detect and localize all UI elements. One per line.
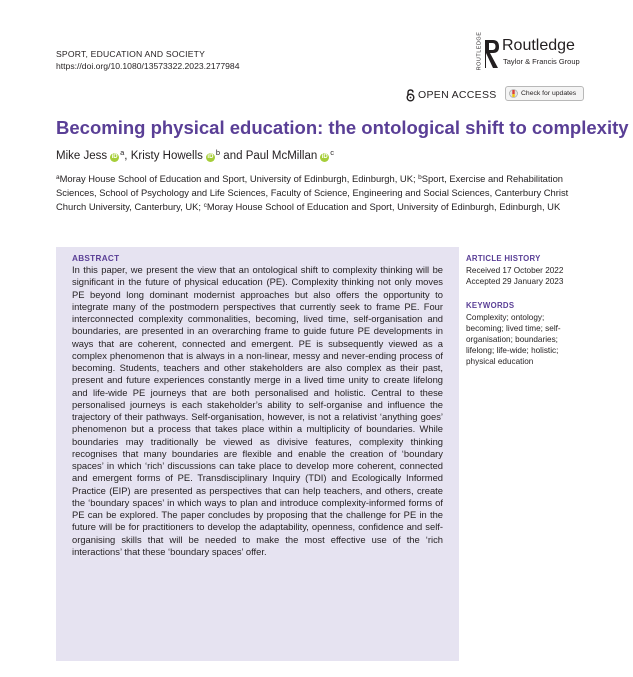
accepted-date: Accepted 29 January 2023 <box>466 277 564 286</box>
open-access-label: OPEN ACCESS <box>406 88 497 102</box>
author-separator: , <box>124 150 128 162</box>
publisher-name: Routledge <box>502 37 575 54</box>
author-affil-mark: b <box>215 148 221 157</box>
affil-text: Sport, Exercise and Rehabilitation Sciences, School of Psychology and Life Sciences, Faculty of Science, Engineering and Social Sciences, Canterbury Christ Church University, Canterbury, UK; <box>56 173 569 213</box>
publisher-subtitle: Taylor & Francis Group <box>503 57 580 66</box>
orcid-icon[interactable]: iD <box>111 154 118 160</box>
author-and: and <box>223 150 243 162</box>
check-updates-label: Check for updates <box>521 90 577 97</box>
author-affil-mark: a <box>120 148 125 157</box>
orcid-icon[interactable]: iD <box>321 154 328 160</box>
author-name: Mike Jess <box>56 150 108 162</box>
affil-mark: a <box>56 174 60 181</box>
affil-mark: b <box>418 174 422 181</box>
keywords-text: Complexity; ontology; becoming; lived time; self-organisation; boundaries; lifelong; life-wide; holistic; physical education <box>466 313 561 366</box>
check-updates-button[interactable] <box>505 86 584 101</box>
author-name: Paul McMillan <box>245 150 318 162</box>
abstract-box <box>56 247 459 661</box>
abstract-text: In this paper, we present the view that an ontological shift to complexity thinking will be significant in the future of physical education (PE). Complexity thinking not only moves PE beyond long dominant modernist approaches but also offers the opportunity to integrate many of the postmodern perspectives that currently seek to frame PE. Four interconnected complexity commonalities, becoming, lived time, self-organisation and boundaries, are presented in an overarching frame to guide future PE developments in ways that are coherent, connected and emergent. PE is subsequently viewed as a complex phenomenon that is always in a non-linear, messy and never-ending process of becoming. Students, teachers and other stakeholders are also complex as their past, present and future experiences constantly merge in a lived time unity to create lifelong and life-wide PE journeys that are both personalised and holistic. Central to these personalised journeys is each stakeholder’s ability to self-organise and influence the trajectory of their pathways. Self-organisation, however, is not a relativist ‘anything goes’ phenomenon but a process that takes place within a multiplicity of boundaries. While boundaries may traditionally be viewed as divisive features, complexity thinking recognises that many boundaries are flexible and enable the creation of ‘boundary spaces’ in which ‘rich’ discussions can take place to develop more coherent, connected and emergent forms of PE. Transdisciplinary Inquiry (TDI) and Ecologically Informed Practice (EIP) are presented as perspectives that can help teachers, and others, create the ‘boundary spaces’ in which ways to plan and introduce complexity-informed forms of PE can be explored. The paper concludes by proposing that the challenge for PE in the future will be for practitioners to develop the adaptability, openness, confidence and self-organising skills that will be needed to make the most effective use of the ‘rich interactions’ that these ‘boundary spaces’ offer. <box>72 264 443 557</box>
affil-text: Moray House School of Education and Sport, University of Edinburgh, Edinburgh, UK; <box>59 173 419 184</box>
article-title: Becoming physical education: the ontological shift to complexity <box>56 117 629 138</box>
open-lock-icon <box>406 89 415 102</box>
publisher-vertical-text: ROUTLEDGE <box>476 31 483 71</box>
crossmark-icon <box>509 89 518 98</box>
publisher-logo <box>470 31 600 76</box>
received-date: Received 17 October 2022 <box>466 266 564 275</box>
journal-header <box>56 48 240 72</box>
orcid-icon[interactable]: iD <box>207 154 214 160</box>
affiliations <box>56 171 576 214</box>
author-list <box>56 145 334 164</box>
abstract-heading: ABSTRACT <box>72 254 120 263</box>
affil-mark: c <box>203 202 207 210</box>
affil-text: Moray House School of Education and Sport, University of Edinburgh, Edinburgh, UK <box>206 201 561 213</box>
keywords-heading: KEYWORDS <box>466 301 515 310</box>
journal-name: SPORT, EDUCATION AND SOCIETY <box>56 49 206 59</box>
article-history <box>466 253 584 287</box>
doi-link[interactable]: https://doi.org/10.1080/13573322.2023.2177984 <box>56 61 240 71</box>
author-affil-mark: c <box>330 148 335 157</box>
routledge-r-icon <box>483 38 500 70</box>
keywords-section <box>466 300 584 367</box>
author-name: Kristy Howells <box>130 150 203 162</box>
history-heading: ARTICLE HISTORY <box>466 254 541 263</box>
